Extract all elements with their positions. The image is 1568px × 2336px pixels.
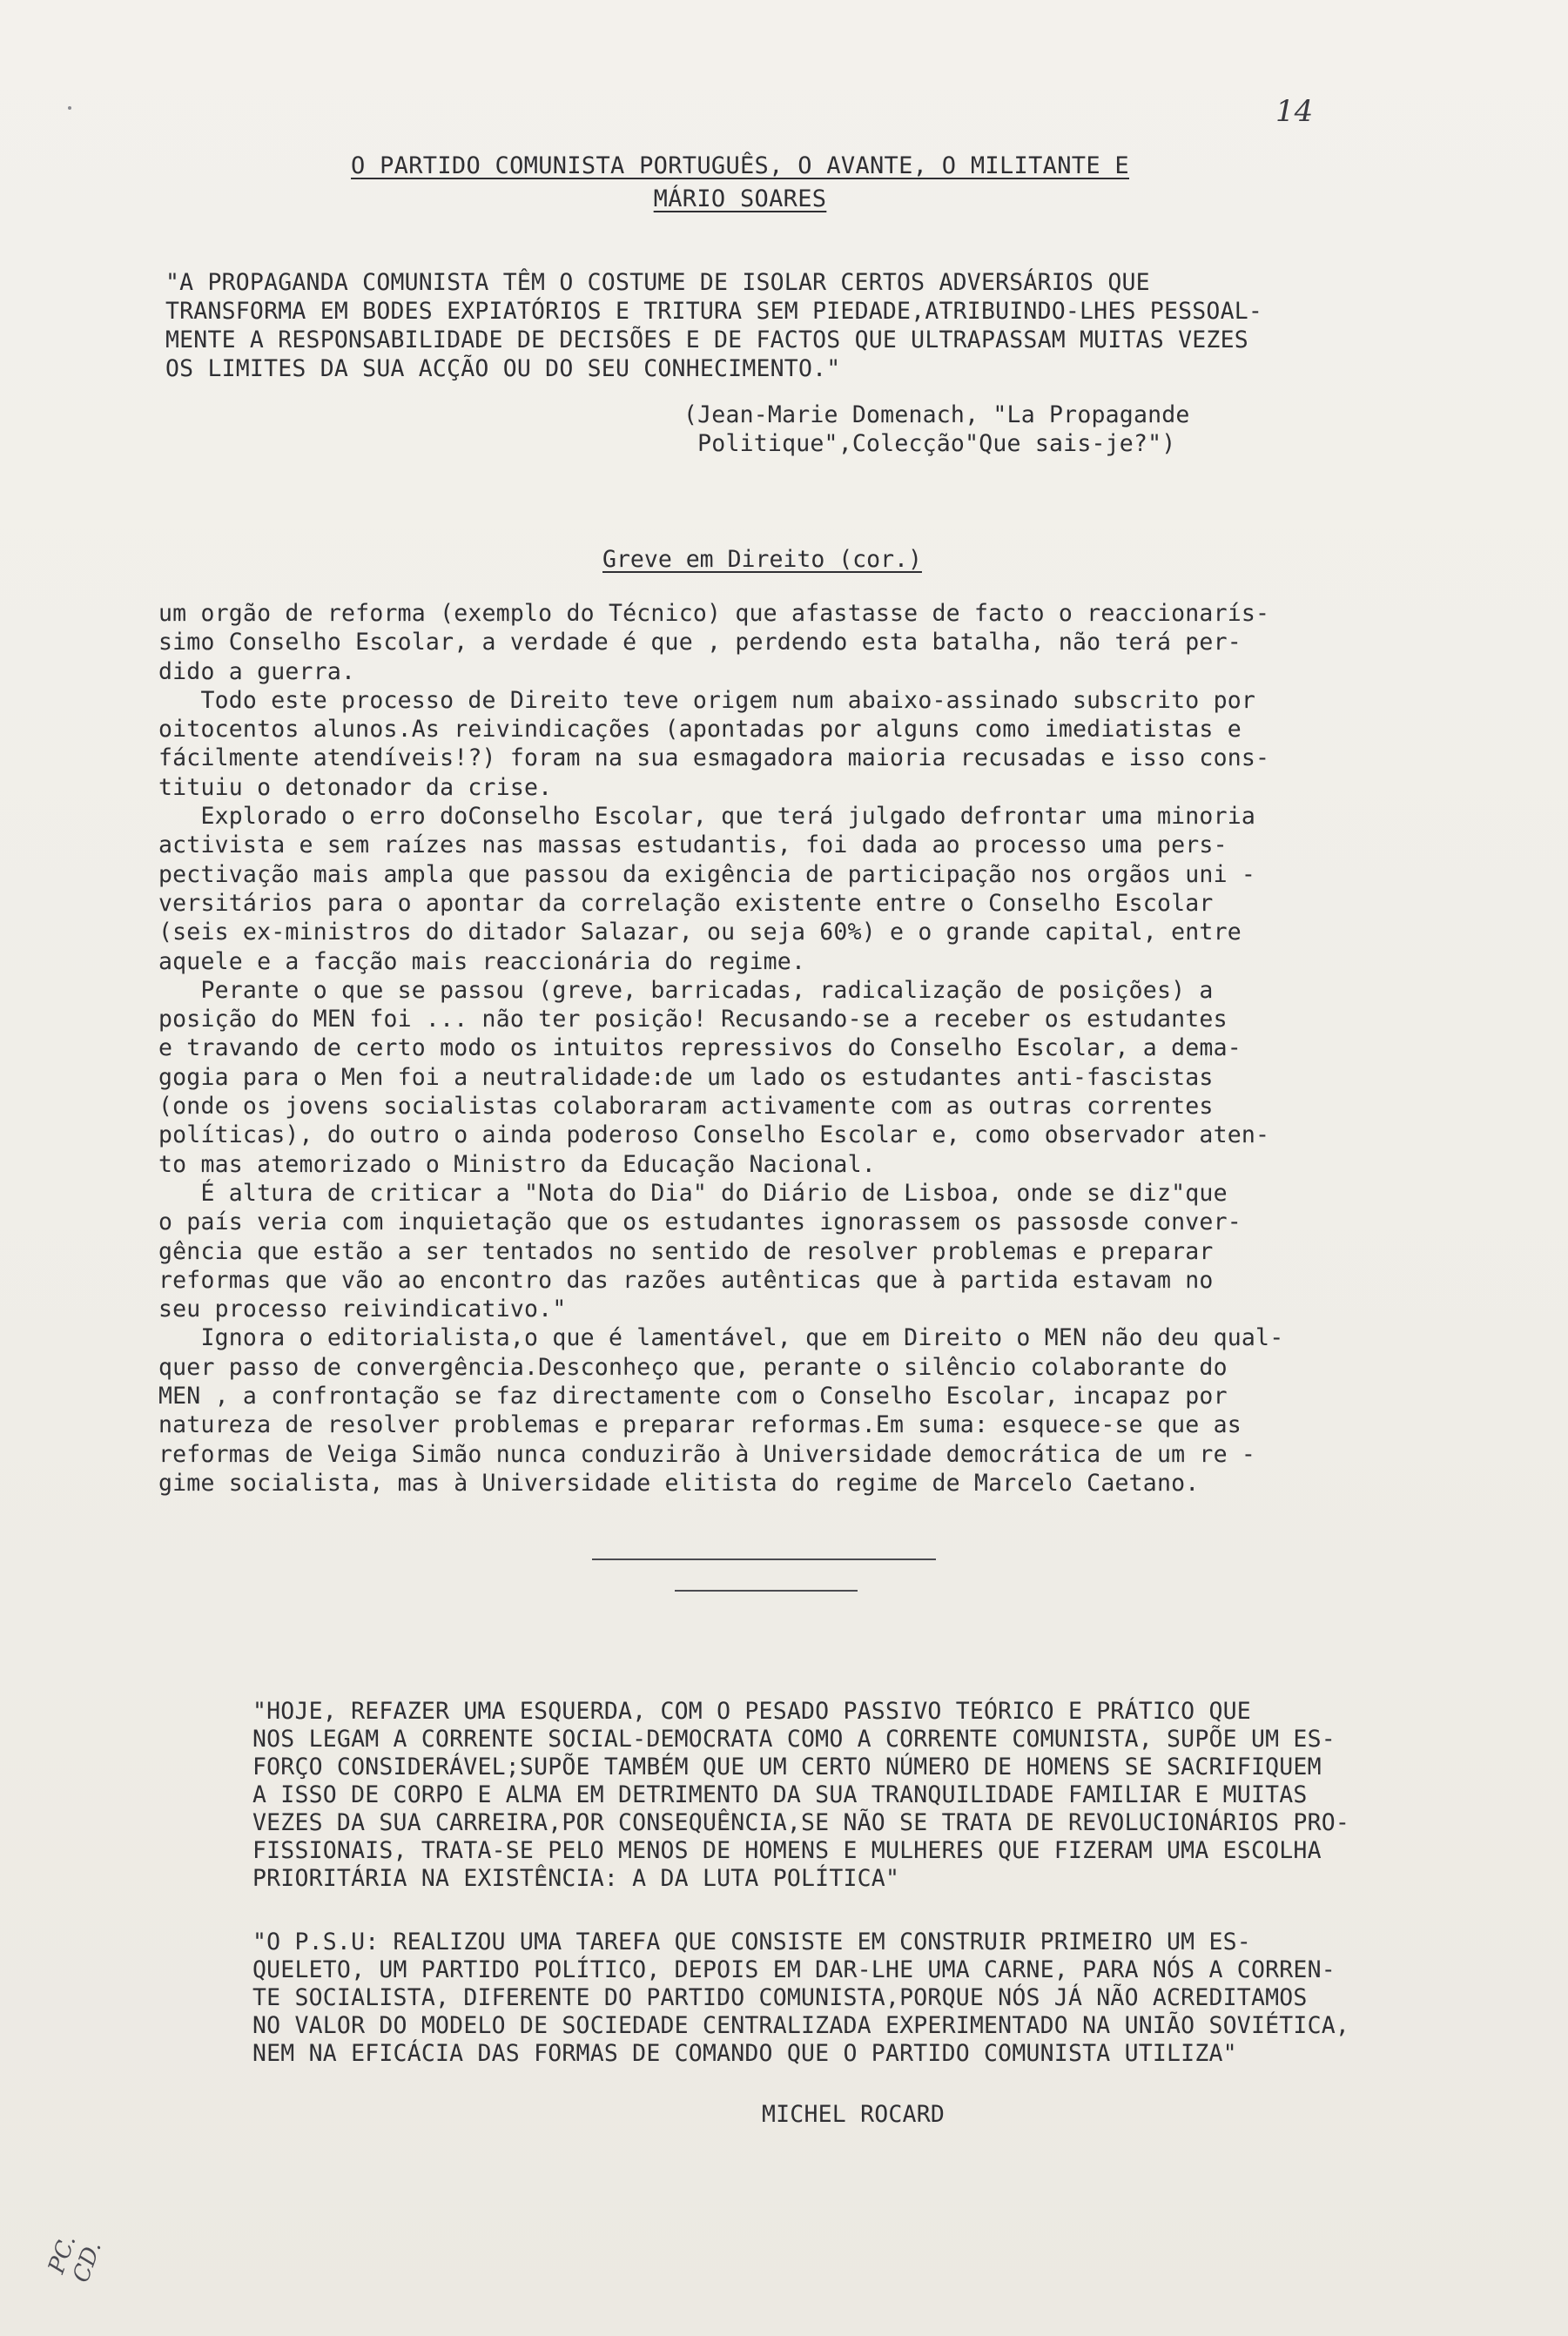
section-subheading: Greve em Direito (cor.) bbox=[602, 546, 922, 573]
epigraph-quote: "A PROPAGANDA COMUNISTA TÊM O COSTUME DE ISOLAR CERTOS ADVERSÁRIOS QUE TRANSFORMA EM BODES EXPIATÓRIOS E TRITURA SEM PIEDADE,ATRIBUINDO-LHES PESSOAL- MENTE A RESPONSABILIDADE DE DECISÕES E DE FACTOS QUE ULTRAPASSAM MUITAS VEZES OS LIMITES DA SUA ACÇÃO OU DO SEU CONHECIMENTO." bbox=[165, 269, 1263, 382]
section-divider-long bbox=[592, 1558, 936, 1560]
article-body: um orgão de reforma (exemplo do Técnico) que afastasse de facto o reaccionarís- simo Conselho Escolar, a verdade é que , perdendo esta batalha, não terá per- dido a guerra. Todo este processo de Direito teve origem num abaixo-assinado subscrito por oitocentos alunos.As reivindicações (apontadas por alguns como imediatistas e fácilmente atendíveis!?) foram na sua esmagadora maioria recusadas e isso cons- tituiu o detonador da crise. Explorado o erro doConselho Escolar, que terá julgado defrontar uma minoria activista e sem raízes nas massas estudantis, foi dada ao processo uma pers- pectivação mais ampla que passou da exigência de participação nos orgãos uni - versitários para o apontar da correlação existente entre o Conselho Escolar (seis ex-ministros do ditador Salazar, ou seja 60%) e o grande capital, entre aquele e a facção mais reaccionária do regime. Perante o que se passou (greve, barricadas, radicalização de posições) a posição do MEN foi ... não ter posição! Recusando-se a receber os estudantes e travando de certo modo os intuitos repressivos do Conselho Escolar, a dema- gogia para o Men foi a neutralidade:de um lado os estudantes anti-fascistas (onde os jovens socialistas colaboraram activamente com as outras correntes políticas), do outro o ainda poderoso Conselho Escolar e, como observador aten- to mas atemorizado o Ministro da Educação Nacional. É altura de criticar a "Nota do Dia" do Diário de Lisboa, onde se diz"que o país veria com inquietação que os estudantes ignorassem os passosde conver- gência que estão a ser tentados no sentido de resolver problemas e preparar reformas que vão ao encontro das razões autênticas que à partida estavam no seu processo reivindicativo." Ignora o editorialista,o que é lamentável, que em Direito o MEN não deu qual- quer passo de convergência.Desconheço que, perante o silêncio colaborante do MEN , a confrontação se faz directamente com o Conselho Escolar, incapaz por natureza de resolver problemas e preparar reformas.Em suma: esquece-se que as reformas de Veiga Simão nunca conduzirão à Universidade democrática de um re - gime socialista, mas à Universidade elitista do regime de Marcelo Caetano. bbox=[158, 600, 1284, 1497]
handwritten-annotation: PC. CD. bbox=[44, 2231, 107, 2286]
quote-author: MICHEL ROCARD bbox=[762, 2101, 946, 2128]
title-line-2: MÁRIO SOARES bbox=[653, 185, 827, 212]
title-line-1: O PARTIDO COMUNISTA PORTUGUÊS, O AVANTE, O MILITANTE E bbox=[351, 152, 1129, 179]
section-divider-short bbox=[675, 1590, 858, 1592]
document-title bbox=[218, 150, 1262, 216]
paper-speck bbox=[68, 106, 71, 110]
page-number: 14 bbox=[1275, 94, 1314, 129]
epigraph-citation: (Jean-Marie Domenach, "La Propagande Politique",Colecção"Que sais-je?") bbox=[683, 401, 1190, 457]
closing-quote-1: "HOJE, REFAZER UMA ESQUERDA, COM O PESADO PASSIVO TEÓRICO E PRÁTICO QUE NOS LEGAM A CORRENTE SOCIAL-DEMOCRATA COMO A CORRENTE COMUNISTA, SUPÕE UM ES- FORÇO CONSIDERÁVEL;SUPÕE TAMBÉM QUE UM CERTO NÚMERO DE HOMENS SE SACRIFIQUEM A ISSO DE CORPO E ALMA EM DETRIMENTO DA SUA TRANQUILIDADE FAMILIAR E MUITAS VEZES DA SUA CARREIRA,POR CONSEQUÊNCIA,SE NÃO SE TRATA DE REVOLUCIONÁRIOS PRO- FISSIONAIS, TRATA-SE PELO MENOS DE HOMENS E MULHERES QUE FIZERAM UMA ESCOLHA PRIORITÁRIA NA EXISTÊNCIA: A DA LUTA POLÍTICA" bbox=[252, 1698, 1350, 1892]
closing-quote-2: "O P.S.U: REALIZOU UMA TAREFA QUE CONSISTE EM CONSTRUIR PRIMEIRO UM ES- QUELETO, UM PARTIDO POLÍTICO, DEPOIS EM DAR-LHE UMA CARNE, PARA NÓS A CORREN- TE SOCIALISTA, DIFERENTE DO PARTIDO COMUNISTA,PORQUE NÓS JÁ NÃO ACREDITAMOS NO VALOR DO MODELO DE SOCIEDADE CENTRALIZADA EXPERIMENTADO NA UNIÃO SOVIÉTICA, NEM NA EFICÁCIA DAS FORMAS DE COMANDO QUE O PARTIDO COMUNISTA UTILIZA" bbox=[252, 1929, 1350, 2067]
